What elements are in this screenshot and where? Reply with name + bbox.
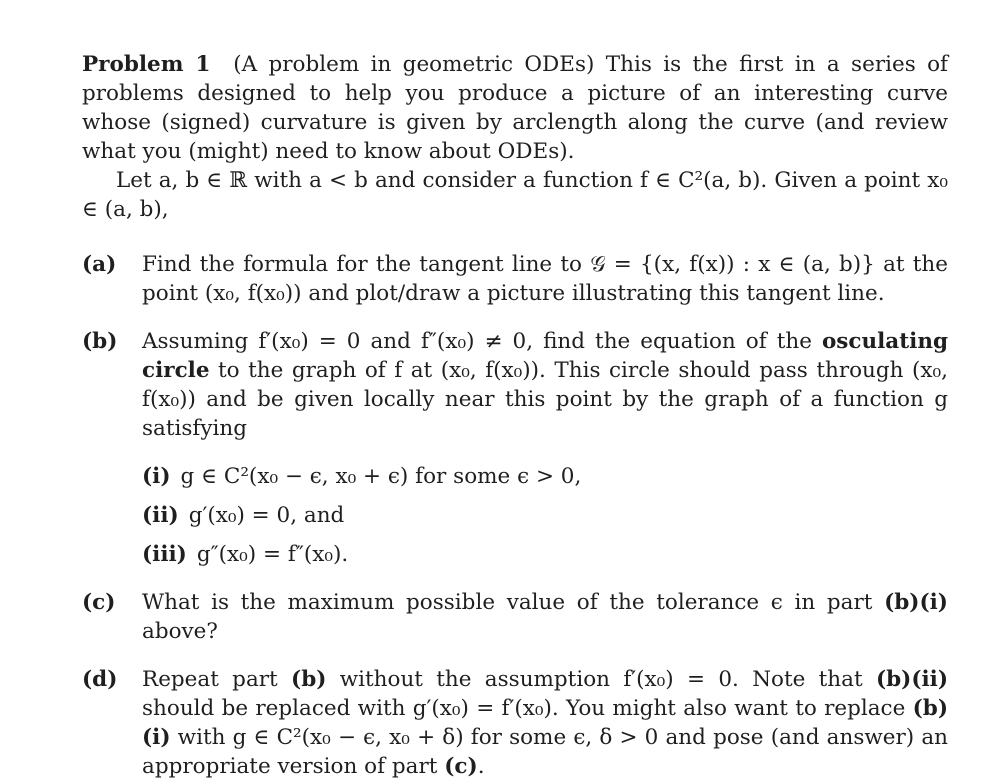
subitem-iii-text: g″(x₀) = f″(x₀). bbox=[196, 542, 349, 567]
part-d-text-2: without the assumption f′(x₀) = 0. Note that bbox=[326, 667, 876, 692]
part-d-label: (d) bbox=[82, 667, 118, 692]
part-d-ref-1: (b) bbox=[291, 667, 327, 692]
problem-setup: Let a, b ∈ ℝ with a < b and consider a function f ∈ C²(a, b). Given a point x₀ ∈ (a, b), bbox=[82, 168, 948, 222]
part-a bbox=[82, 250, 948, 308]
subitem-ii-label: (ii) bbox=[142, 503, 179, 528]
part-c bbox=[82, 588, 948, 646]
part-b-subitem-i bbox=[82, 462, 948, 491]
subitem-ii-text: g′(x₀) = 0, and bbox=[188, 503, 345, 528]
part-d-text-1: Repeat part bbox=[142, 667, 292, 692]
problem-heading: Problem 1 bbox=[82, 52, 211, 77]
problem-sheet bbox=[82, 50, 948, 781]
subitem-i-text: g ∈ C²(x₀ − ϵ, x₀ + ϵ) for some ϵ > 0, bbox=[180, 464, 582, 489]
part-c-ref: (b)(i) bbox=[884, 590, 948, 615]
problem-intro-text: (A problem in geometric ODEs) This is the first in a series of problems designed to help you produce a picture of an interesting curve whose (signed) curvature is given by arclength along the curve (and review what you (might) need to know about ODEs). bbox=[82, 52, 948, 164]
problem-intro bbox=[82, 50, 948, 166]
subitem-iii-label: (iii) bbox=[142, 542, 187, 567]
part-b-subitem-iii bbox=[82, 540, 948, 569]
part-b-subitem-ii bbox=[82, 501, 948, 530]
subitem-i-label: (i) bbox=[142, 464, 171, 489]
part-d-text-3: should be replaced with g′(x₀) = f′(x₀). You might also want to replace bbox=[142, 696, 913, 721]
part-c-text-after: above? bbox=[142, 619, 218, 644]
part-c-label: (c) bbox=[82, 590, 116, 615]
part-b bbox=[82, 327, 948, 443]
part-d-ref-2: (b)(ii) bbox=[875, 667, 948, 692]
part-b-text-after: to the graph of f at (x₀, f(x₀)). This circle should pass through (x₀, f(x₀)) and be given locally near this point by the graph of a function g satisfying bbox=[142, 358, 948, 441]
osculating-circle-term: osculating circle bbox=[142, 329, 948, 383]
part-a-text: Find the formula for the tangent line to 𝒢 = {(x, f(x)) : x ∈ (a, b)} at the point (x₀, f(x₀)) and plot/draw a picture illustrating this tangent line. bbox=[142, 252, 948, 306]
part-d bbox=[82, 665, 948, 781]
part-b-label: (b) bbox=[82, 329, 118, 354]
part-c-text-before: What is the maximum possible value of the tolerance ϵ in part bbox=[142, 590, 885, 615]
part-a-label: (a) bbox=[82, 252, 117, 277]
part-d-text-4: with g ∈ C²(x₀ − ϵ, x₀ + δ) for some ϵ, δ > 0 and pose (and answer) an appropriate version of part bbox=[142, 725, 948, 779]
part-d-ref-4: (c) bbox=[444, 754, 478, 779]
part-b-text-before: Assuming f′(x₀) = 0 and f″(x₀) ≠ 0, find the equation of the bbox=[142, 329, 822, 354]
part-d-text-5: . bbox=[477, 754, 485, 779]
part-d-ref-3: (b)(i) bbox=[142, 696, 948, 750]
